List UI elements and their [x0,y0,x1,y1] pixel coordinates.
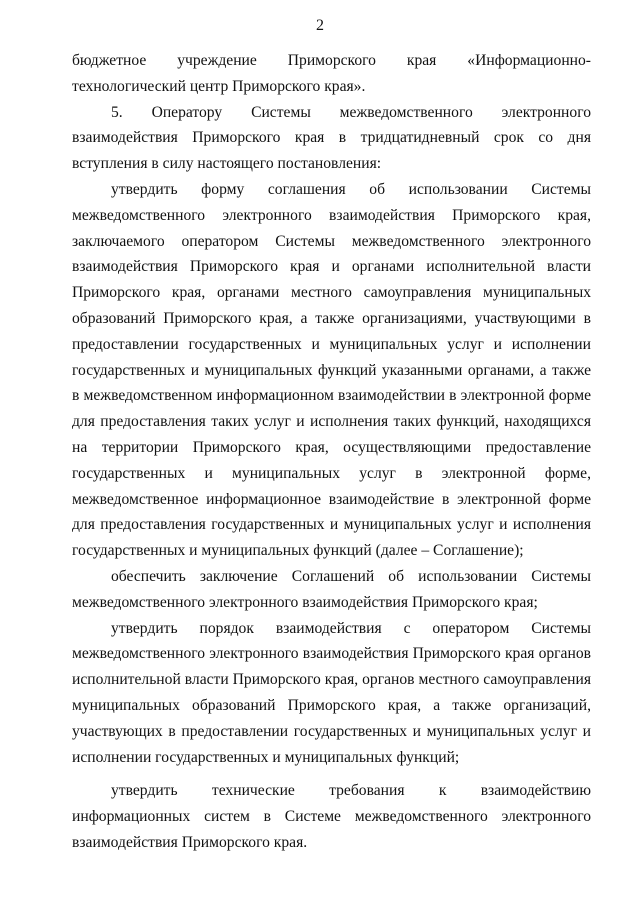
paragraph-continuation: бюджетное учреждение Приморского края «Информационно-технологический центр Приморского края». [72,52,591,95]
paragraph-item-5: 5. Оператору Системы межведомственного электронного взаимодействия Приморского края в тридцатидневный срок со дня вступления в силу настоящего постановления: [72,103,591,173]
paragraph-approve-agreement-form: утвердить форму соглашения об использовании Системы межведомственного электронного взаимодействия Приморского края, заключаемого оператором Системы межведомственного электронного взаимодействия Приморского края и органами исполнительной власти Приморского края, органами местного самоуправления муниципальных образований Приморского края, а также организациями, участвующими в предоставлении государственных и муниципальных услуг и исполнении государственных и муниципальных функций указанными органами, а также в межведомственном информационном взаимодействии в электронной форме для предоставления таких услуг и исполнения таких функций, находящихся на территории Приморского края, осуществляющими предоставление государственных и муниципальных услуг в электронной форме, межведомственное информационное взаимодействие в электронной форме для предоставления государственных и муниципальных услуг и исполнения государственных и муниципальных функций (далее – Соглашение); [72,180,591,560]
page-number: 2 [316,17,324,34]
document-body [72,48,591,856]
paragraph-approve-interaction-procedure: утвердить порядок взаимодействия с оператором Системы межведомственного электронного взаимодействия Приморского края органов исполнительной власти Приморского края, органов местного самоуправления муниципальных образований Приморского края, а также организаций, участвующих в предоставлении государственных и муниципальных услуг и исполнении государственных и муниципальных функций; [72,619,591,766]
paragraph-approve-technical-requirements: утвердить технические требования к взаимодействию информационных систем в Системе межведомственного электронного взаимодействия Приморского края. [72,782,591,851]
paragraph-ensure-agreements: обеспечить заключение Соглашений об использовании Системы межведомственного электронного взаимодействия Приморского края; [72,567,591,611]
